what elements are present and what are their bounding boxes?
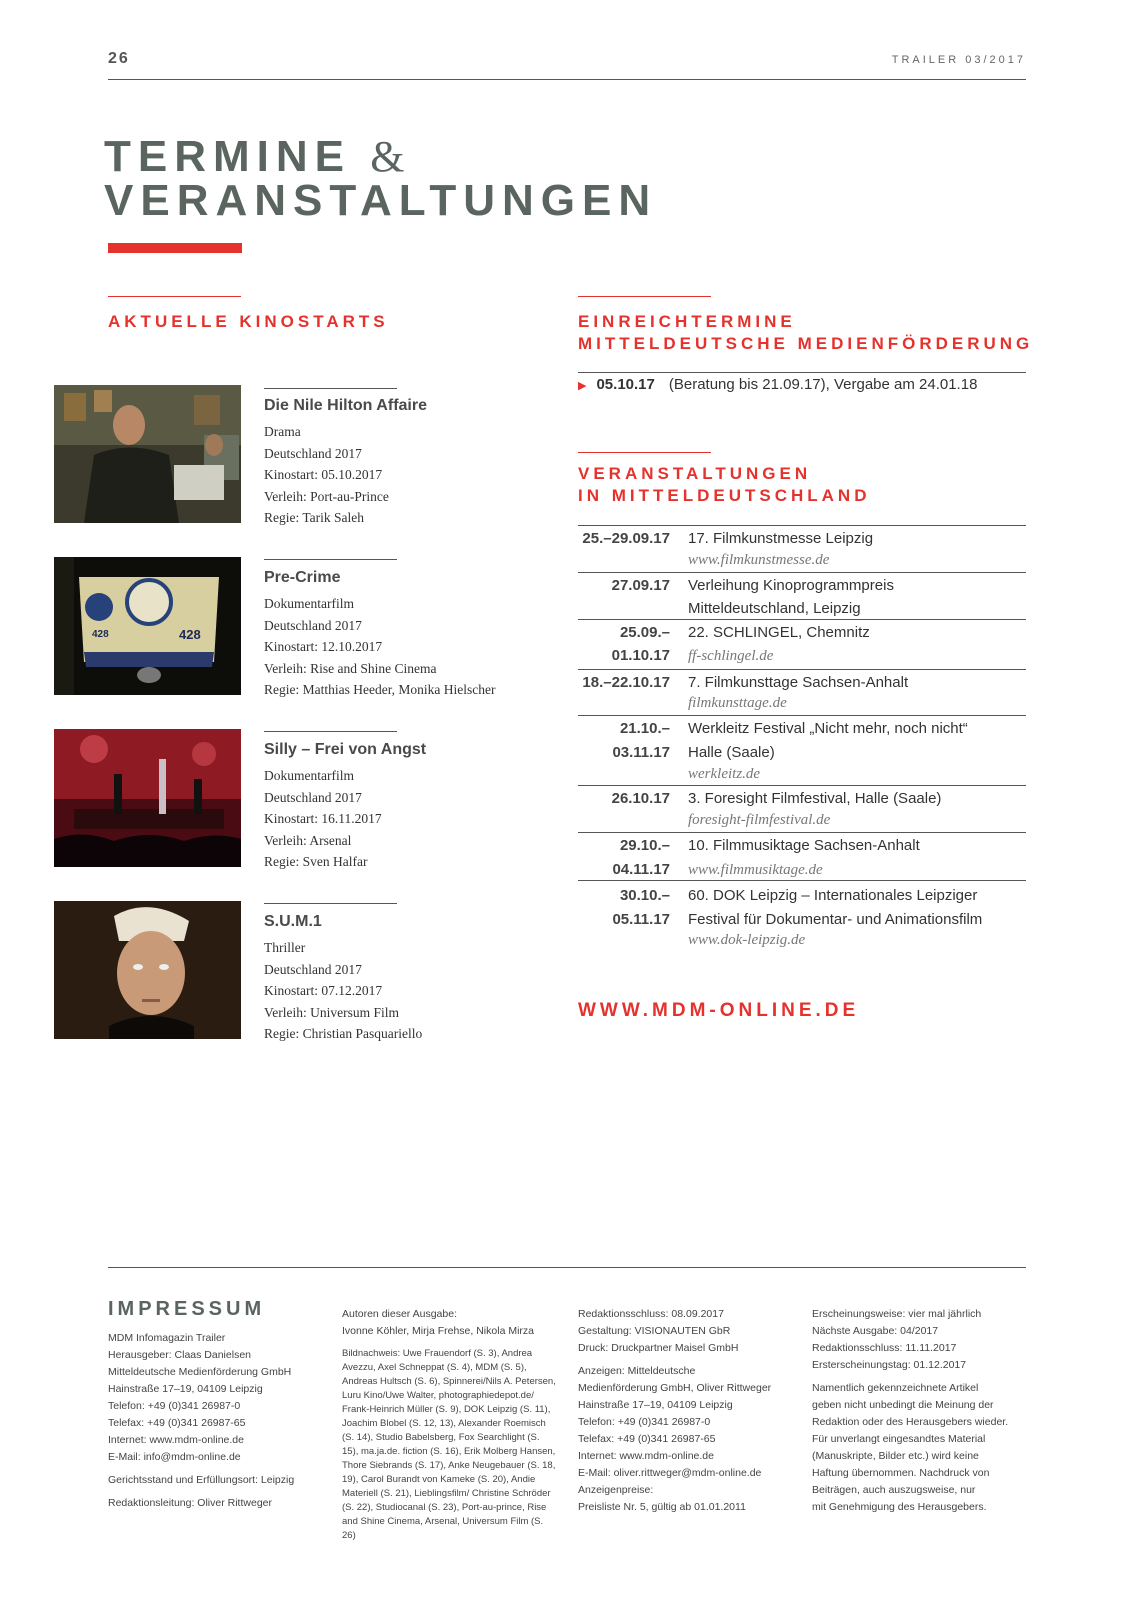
impressum-line: Internet: www.mdm-online.de	[578, 1450, 714, 1462]
event-link[interactable]: www.dok-leipzig.de	[688, 932, 806, 948]
film-distributor: Verleih: Port-au-Prince	[264, 488, 389, 504]
heading-line: IN MITTELDEUTSCHLAND	[578, 486, 871, 505]
film-rule	[264, 903, 397, 904]
impressum-col2	[342, 1306, 557, 1543]
page-title-line2: VERANSTALTUNGEN	[104, 176, 658, 225]
film-release: Kinostart: 07.12.2017	[264, 983, 383, 998]
title-word: TERMINE	[104, 132, 351, 181]
film-director: Regie: Sven Halfar	[264, 854, 368, 869]
section-rule	[578, 296, 711, 297]
film-details	[264, 937, 422, 1045]
section-rule	[578, 452, 711, 453]
impressum-line: Haftung übernommen. Nachdruck von	[812, 1467, 990, 1479]
event-rule	[578, 572, 1026, 573]
event-date: 27.09.17	[611, 577, 670, 594]
impressum-line: Gerichtsstand und Erfüllungsort: Leipzig	[108, 1474, 295, 1486]
event-title: Verleihung Kinoprogrammpreis	[688, 577, 894, 594]
film-details	[264, 593, 496, 701]
film-still-image	[54, 385, 241, 523]
deadline-text: (Beratung bis 21.09.17), Vergabe am 24.01.18	[668, 376, 978, 393]
film-title: S.U.M.1	[264, 913, 322, 930]
event-rule	[578, 619, 1026, 620]
event-title: 3. Foresight Filmfestival, Halle (Saale)	[688, 790, 942, 807]
kinostarts-heading: AKTUELLE KINOSTARTS	[108, 312, 389, 331]
impressum-line: Redaktion oder des Herausgebers wieder.	[812, 1416, 1009, 1428]
film-title: Silly – Frei von Angst	[264, 741, 427, 758]
impressum-line: Gestaltung: VISIONAUTEN GbR	[578, 1325, 731, 1337]
event-title: Werkleitz Festival „Nicht mehr, noch nicht“	[688, 720, 968, 737]
film-distributor: Verleih: Arsenal	[264, 832, 352, 848]
impressum-line: Anzeigen: Mitteldeutsche	[578, 1365, 696, 1377]
event-title: 60. DOK Leipzig – Internationales Leipziger	[688, 887, 978, 904]
impressum-line: E-Mail: info@mdm-online.de	[108, 1451, 241, 1463]
film-release: Kinostart: 05.10.2017	[264, 467, 383, 482]
impressum-line: geben nicht unbedingt die Meinung der	[812, 1399, 994, 1411]
film-genre: Drama	[264, 424, 301, 439]
authors-label: Autoren dieser Ausgabe:	[342, 1308, 457, 1320]
impressum-line: Telefon: +49 (0)341 26987-0	[578, 1416, 711, 1428]
film-title: Pre-Crime	[264, 569, 341, 586]
film-country: Deutschland 2017	[264, 789, 362, 805]
event-date: 30.10.–	[619, 887, 670, 904]
film-release: Kinostart: 16.11.2017	[264, 811, 382, 826]
event-title: 10. Filmmusiktage Sachsen-Anhalt	[688, 837, 920, 854]
event-date-end: 05.11.17	[612, 911, 670, 928]
impressum-line: Namentlich gekennzeichnete Artikel	[812, 1382, 979, 1394]
event-date-end: 03.11.17	[612, 744, 670, 761]
impressum-line: Nächste Ausgabe: 04/2017	[812, 1325, 939, 1337]
impressum-line: Preisliste Nr. 5, gültig ab 01.01.2011	[578, 1501, 746, 1513]
event-date: 25.–29.09.17	[582, 530, 670, 547]
issue-label: TRAILER 03/2017	[891, 54, 1026, 66]
triangle-bullet-icon: ▶	[578, 380, 587, 392]
event-link[interactable]: ff-schlingel.de	[688, 648, 774, 664]
impressum-line: Mitteldeutsche Medienförderung GmbH	[108, 1366, 292, 1378]
event-rule	[578, 785, 1026, 786]
impressum-line: Ersterscheinungstag: 01.12.2017	[812, 1359, 967, 1371]
film-director: Regie: Tarik Saleh	[264, 510, 365, 525]
event-rule	[578, 880, 1026, 881]
film-rule	[264, 559, 397, 560]
film-still-image	[54, 901, 241, 1039]
film-still-image	[54, 729, 241, 867]
impressum-line: Hainstraße 17–19, 04109 Leipzig	[578, 1399, 733, 1411]
deadline-rule	[578, 372, 1026, 373]
event-title-line2: Halle (Saale)	[688, 744, 775, 761]
impressum-line: Telefax: +49 (0)341 26987-65	[578, 1433, 716, 1445]
event-rule	[578, 669, 1026, 670]
film-rule	[264, 388, 397, 389]
film-details	[264, 765, 382, 873]
film-title: Die Nile Hilton Affaire	[264, 397, 427, 414]
section-rule	[108, 296, 241, 297]
event-title-line2: Festival für Dokumentar- und Animationsfilm	[688, 911, 983, 928]
svg-text:428: 428	[92, 629, 109, 640]
impressum-line: Redaktionsschluss: 08.09.2017	[578, 1308, 724, 1320]
impressum-rule	[108, 1267, 1026, 1268]
heading-line: MITTELDEUTSCHE MEDIENFÖRDERUNG	[578, 334, 1034, 353]
title-ampersand: &	[370, 132, 405, 181]
event-date-end: 01.10.17	[611, 647, 670, 664]
impressum-line: Erscheinungsweise: vier mal jährlich	[812, 1308, 982, 1320]
impressum-line: Telefon: +49 (0)341 26987-0	[108, 1400, 241, 1412]
event-date: 25.09.–	[619, 624, 670, 641]
impressum-line: Hainstraße 17–19, 04109 Leipzig	[108, 1383, 263, 1395]
impressum-line: (Manuskripte, Bilder etc.) wird keine	[812, 1450, 979, 1462]
event-rule	[578, 832, 1026, 833]
event-link[interactable]: www.filmmusiktage.de	[688, 862, 823, 878]
event-rule	[578, 525, 1026, 526]
title-accent-bar	[108, 243, 242, 253]
event-link[interactable]: www.filmkunstmesse.de	[688, 552, 830, 568]
event-date: 29.10.–	[619, 837, 670, 854]
heading-line: EINREICHTERMINE	[578, 312, 796, 331]
film-still-image	[54, 557, 241, 695]
impressum-line: mit Genehmigung des Herausgebers.	[812, 1501, 987, 1513]
event-link[interactable]: foresight-filmfestival.de	[688, 812, 831, 828]
event-date-end: 04.11.17	[612, 861, 670, 878]
impressum-line: Für unverlangt eingesandtes Material	[812, 1433, 986, 1445]
impressum-line: Druck: Druckpartner Maisel GmbH	[578, 1342, 739, 1354]
film-rule	[264, 731, 397, 732]
image-credits: Bildnachweis: Uwe Frauendorf (S. 3), Andrea Avezzu, Axel Schneppat (S. 4), MDM (S. 5), Andreas Hultsch (S. 6), Spinnerei/Nils A. Petersen, Luru Kino/Uwe Walter, photographiedepot.de/ Frank-Heinrich Müller (S. 9), DOK Leipzig (S. 11), Joachim Blobel (S. 12, 13), Alexander Roemisch (S. 14), Studio Babelsberg, Fox Searchlight (S. 15), ma.ja.de. fiction (S. 16), Erik Molberg Hansen, Thore Siebrands (S. 17), Anke Neugebauer (S. 18, 19), Carol Burandt von Kameke (S. 20), Andie Materiell (S. 21), Lieblingsfilm/ Christine Schröder (S. 22), Studiocanal (S. 23), Port-au-prince, Rise and Shine Cinema, Arsenal, Universum Film (S. 26)	[342, 1348, 556, 1541]
impressum-line: Anzeigenpreise:	[578, 1484, 654, 1496]
event-date: 18.–22.10.17	[582, 674, 670, 691]
impressum-title: IMPRESSUM	[108, 1298, 266, 1320]
film-genre: Dokumentarfilm	[264, 596, 354, 611]
impressum-line: Herausgeber: Claas Danielsen	[108, 1349, 251, 1361]
event-title-line2: Mitteldeutschland, Leipzig	[688, 600, 861, 617]
authors-list: Ivonne Köhler, Mirja Frehse, Nikola Mirza	[342, 1325, 534, 1337]
impressum-line: Telefax: +49 (0)341 26987-65	[108, 1417, 246, 1429]
page-number: 26	[108, 50, 130, 67]
impressum-line: Redaktionsleitung: Oliver Rittweger	[108, 1497, 272, 1509]
event-rule	[578, 715, 1026, 716]
impressum-col4	[812, 1306, 1027, 1516]
film-details	[264, 421, 389, 529]
veranstaltungen-heading	[578, 463, 870, 507]
film-director: Regie: Christian Pasquariello	[264, 1026, 423, 1041]
event-title: 17. Filmkunstmesse Leipzig	[688, 530, 874, 547]
svg-text:428: 428	[179, 627, 201, 642]
impressum-line: Redaktionsschluss: 11.11.2017	[812, 1342, 957, 1354]
film-genre: Dokumentarfilm	[264, 768, 354, 783]
event-date: 26.10.17	[611, 790, 670, 807]
film-director: Regie: Matthias Heeder, Monika Hielscher	[264, 682, 496, 697]
impressum-col3	[578, 1306, 803, 1516]
header-rule	[108, 79, 1026, 80]
event-link[interactable]: filmkunsttage.de	[688, 695, 787, 711]
film-release: Kinostart: 12.10.2017	[264, 639, 383, 654]
event-title: 7. Filmkunsttage Sachsen-Anhalt	[688, 674, 909, 691]
impressum-line: E-Mail: oliver.rittweger@mdm-online.de	[578, 1467, 762, 1479]
film-country: Deutschland 2017	[264, 617, 362, 633]
deadline-date: 05.10.17	[596, 376, 655, 393]
impressum-line: Medienförderung GmbH, Oliver Rittweger	[578, 1382, 772, 1394]
film-distributor: Verleih: Universum Film	[264, 1004, 399, 1020]
event-title: 22. SCHLINGEL, Chemnitz	[688, 624, 870, 641]
film-country: Deutschland 2017	[264, 961, 362, 977]
film-genre: Thriller	[264, 940, 306, 955]
impressum-line: Beiträgen, auch auszugsweise, nur	[812, 1484, 976, 1496]
einreichtermine-heading	[578, 311, 1033, 355]
website-link[interactable]: WWW.MDM-ONLINE.DE	[578, 1000, 860, 1021]
event-date: 21.10.–	[619, 720, 670, 737]
film-country: Deutschland 2017	[264, 445, 362, 461]
heading-line: VERANSTALTUNGEN	[578, 464, 812, 483]
event-link[interactable]: werkleitz.de	[688, 766, 761, 782]
impressum-col1	[108, 1330, 333, 1512]
impressum-line: MDM Infomagazin Trailer	[108, 1332, 226, 1344]
film-distributor: Verleih: Rise and Shine Cinema	[264, 660, 437, 676]
deadline-row	[578, 376, 977, 393]
page-title-line1	[104, 133, 404, 181]
impressum-line: Internet: www.mdm-online.de	[108, 1434, 244, 1446]
